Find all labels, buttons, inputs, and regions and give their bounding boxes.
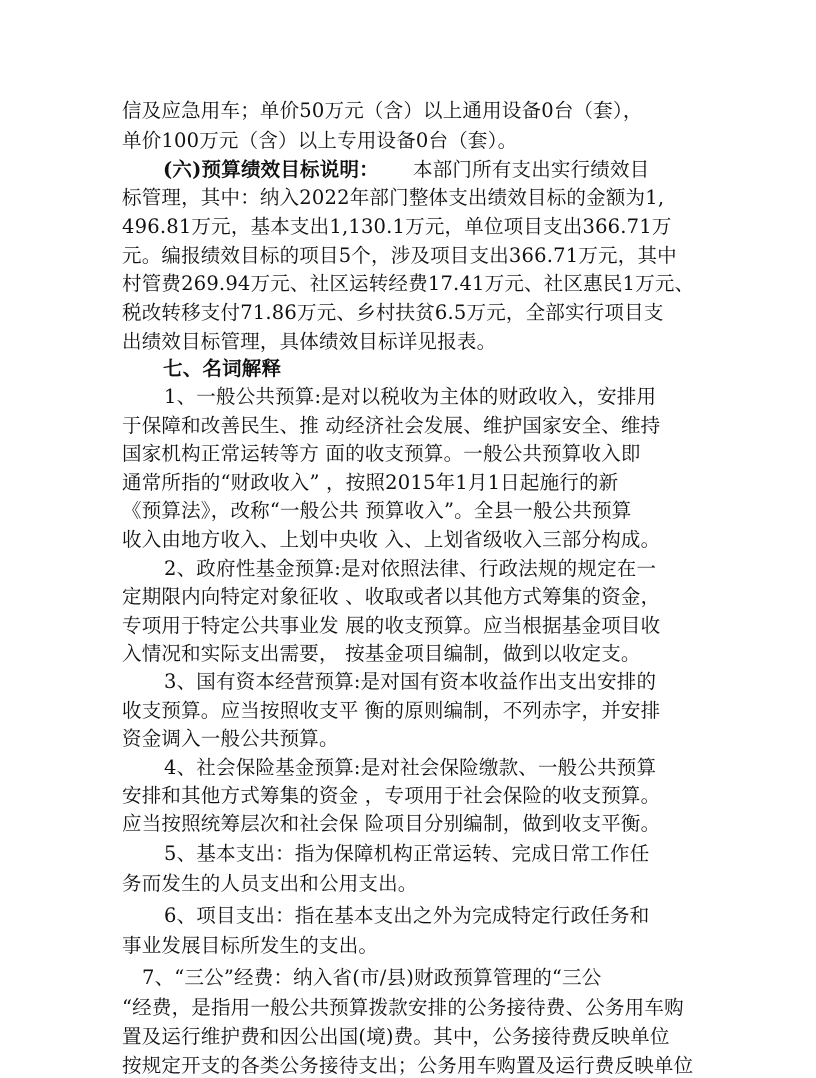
paragraph-line: 出绩效目标管理，具体绩效目标详见报表。 <box>122 330 497 353</box>
paragraph-line: 3、国有资本经营预算:是对国有资本收益作出支出安排的 <box>164 670 657 693</box>
paragraph-line: 村管费269.94万元、社区运转经费17.41万元、社区惠民1万元、 <box>122 272 695 295</box>
section-heading-glossary: 七、名词解释 <box>163 357 282 380</box>
paragraph-line: 收支预算。应当按照收支平 衡的原则编制，不列赤字，并安排 <box>122 699 661 722</box>
paragraph-line: 事业发展目标所发生的支出。 <box>122 934 379 957</box>
paragraph-line: 496.81万元，基本支出1,130.1万元，单位项目支出366.71万 <box>122 215 672 238</box>
paragraph-line: 安排和其他方式筹集的资金 ，专项用于社会保险的收支预算。 <box>122 784 661 807</box>
paragraph-line: “经费，是指用一般公共预算拨款安排的公务接待费、公务用车购 <box>122 996 684 1019</box>
paragraph-line: 7、“三公”经费：纳入省(市/县)财政预算管理的“三公 <box>142 966 602 989</box>
paragraph-line: 标管理，其中：纳入2022年部门整体支出绩效目标的金额为1, <box>122 186 665 209</box>
paragraph-line: 5、基本支出：指为保障机构正常运转、完成日常工作任 <box>164 842 650 865</box>
paragraph-line: 《预算法》，改称“一般公共 预算收入”。全县一般公共预算 <box>122 499 632 522</box>
paragraph-line: 定期限内向特定对象征收 、收取或者以其他方式筹集的资金， <box>122 585 661 608</box>
paragraph-line: 资金调入一般公共预算。 <box>122 727 339 750</box>
paragraph-line: 入情况和实际支出需要， 按基金项目编制，做到以收定支。 <box>122 642 641 665</box>
paragraph-line: 务而发生的人员支出和公用支出。 <box>122 872 418 895</box>
paragraph-line: 2、政府性基金预算:是对依照法律、行政法规的规定在一 <box>164 557 657 580</box>
paragraph-line: 收入由地方收入、上划中央收 入、上划省级收入三部分构成。 <box>122 528 661 551</box>
paragraph-line: 国家机构正常运转等方 面的收支预算。一般公共预算收入即 <box>122 442 641 465</box>
paragraph-line: 元。编报绩效目标的项目5个，涉及项目支出366.71万元，其中 <box>122 244 677 267</box>
paragraph-line: 信及应急用车；单价50万元（含）以上通用设备0台（套）， <box>122 99 643 122</box>
paragraph-line: 置及运行维护费和因公出国(境)费。其中，公务接待费反映单位 <box>122 1025 670 1048</box>
paragraph-line: 单价100万元（含）以上专用设备0台（套）。 <box>122 129 518 152</box>
paragraph-line: 按规定开支的各类公务接待支出；公务用车购置及运行费反映单位 <box>122 1054 694 1077</box>
paragraph-line: 本部门所有支出实行绩效目 <box>413 158 650 181</box>
paragraph-line: 应当按照统筹层次和社会保 险项目分别编制，做到收支平衡。 <box>122 812 661 835</box>
paragraph-line: 于保障和改善民生、推 动经济社会发展、维护国家安全、维持 <box>122 414 661 437</box>
paragraph-line: 税改转移支付71.86万元、乡村扶贫6.5万元，全部实行项目支 <box>122 301 664 324</box>
paragraph-line: 6、项目支出：指在基本支出之外为完成特定行政任务和 <box>164 904 650 927</box>
section-heading-performance-goals: (六)预算绩效目标说明： <box>163 158 379 181</box>
paragraph-line: 1、一般公共预算:是对以税收为主体的财政收入，安排用 <box>164 385 657 408</box>
paragraph-line: 4、社会保险基金预算:是对社会保险缴款、一般公共预算 <box>164 756 657 779</box>
paragraph-line: 通常所指的“财政收入” ，按照2015年1月1日起施行的新 <box>122 471 619 494</box>
paragraph-line: 专项用于特定公共事业发 展的收支预算。应当根据基金项目收 <box>122 614 661 637</box>
